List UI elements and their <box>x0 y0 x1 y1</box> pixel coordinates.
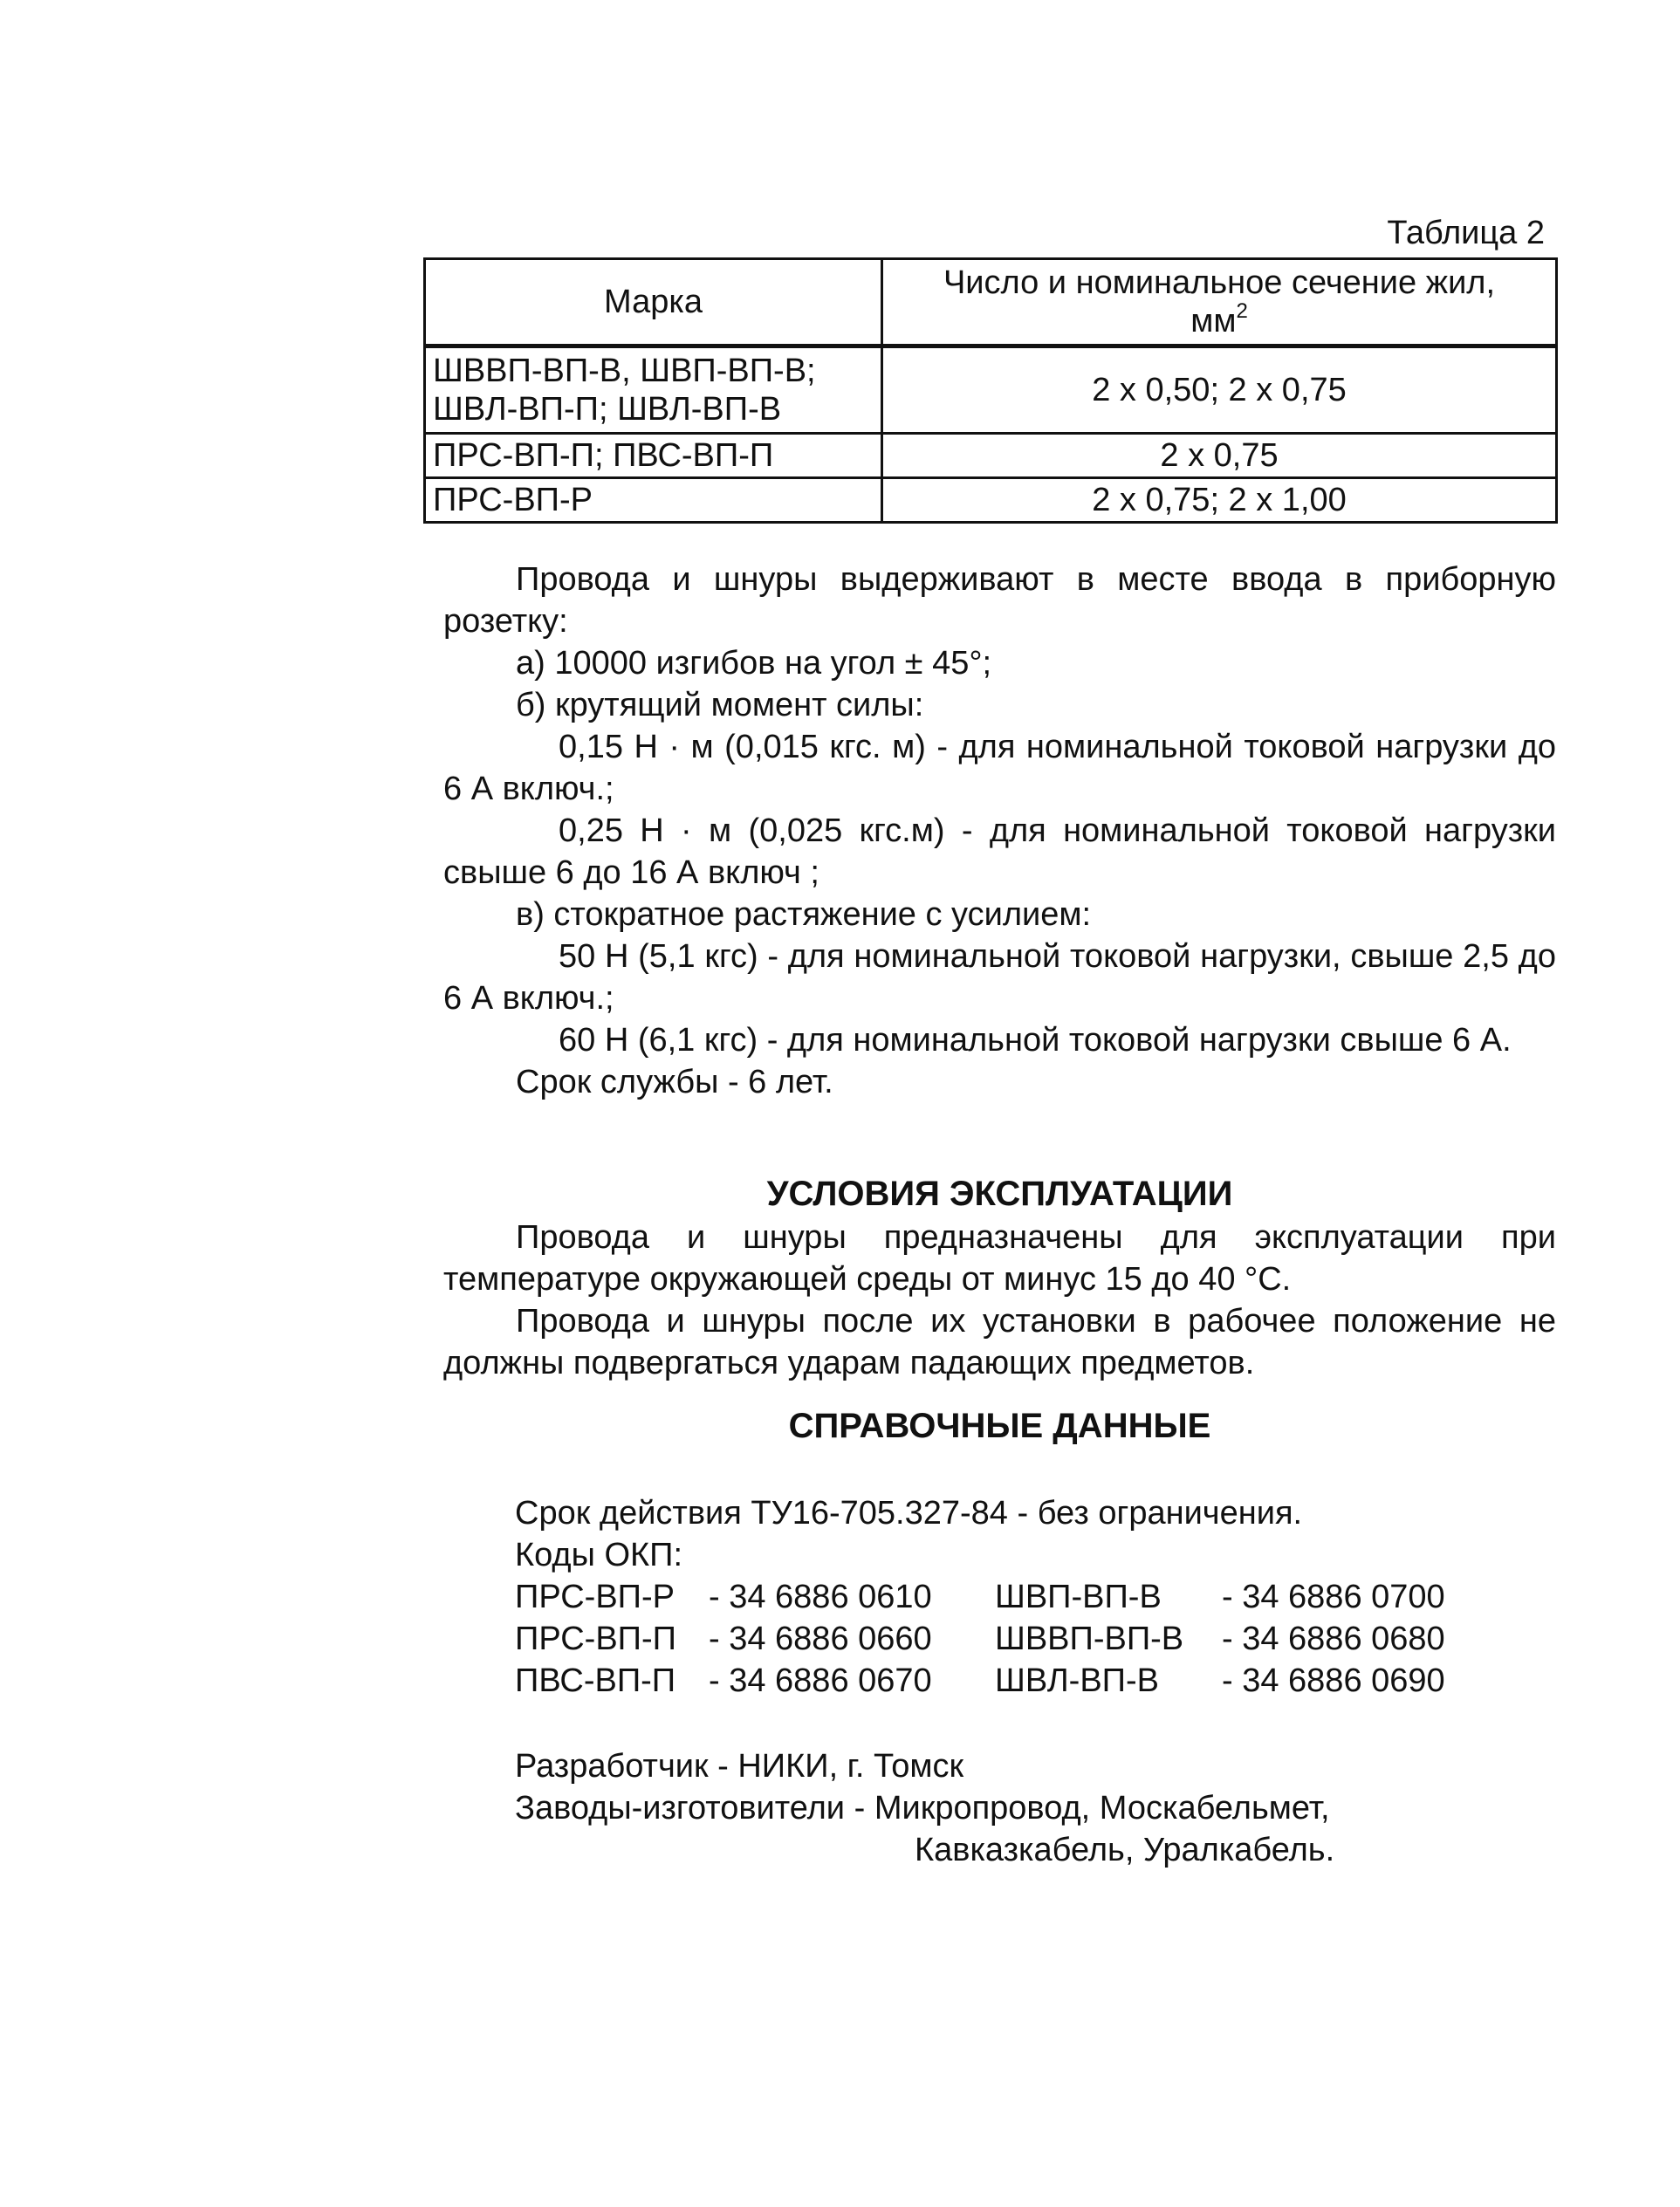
property-item-c1: 50 Н (5,1 кгс) - для номинальной токовой нагрузки, свыше 2,5 до 6 А включ.; <box>443 938 1556 1017</box>
okp-code: - 34 6886 0610 <box>709 1579 932 1615</box>
table-cell-section: 2 х 0,75; 2 х 1,00 <box>882 478 1557 523</box>
operating-paragraph-1: Провода и шнуры предназначены для эксплуатации при температуре окружающей среды от минус 15 до 40 °С. <box>443 1219 1556 1298</box>
property-item-b: б) крутящий момент силы: <box>516 687 924 723</box>
header-cores-section <box>882 259 1557 346</box>
okp-code: - 34 6886 0680 <box>1222 1621 1445 1657</box>
property-item-c: в) стократное растяжение с усилием: <box>516 896 1092 933</box>
okp-code: - 34 6886 0690 <box>1222 1662 1445 1699</box>
operating-conditions-section <box>443 1217 1556 1384</box>
okp-row <box>515 1576 1519 1618</box>
table-row <box>425 478 1557 523</box>
okp-code: - 34 6886 0670 <box>709 1662 932 1699</box>
okp-grade: ПРС-ВП-Р <box>515 1579 675 1615</box>
okp-code: - 34 6886 0700 <box>1222 1579 1445 1615</box>
manufacturers-label: Заводы-изготовители - <box>515 1790 874 1827</box>
header-grade: Марка <box>425 259 882 346</box>
property-item-b2: 0,25 Н · м (0,025 кгс.м) - для номинальной токовой нагрузки свыше 6 до 16 А включ ; <box>443 812 1556 891</box>
table-cell-section: 2 х 0,75 <box>882 434 1557 478</box>
service-life: Срок службы - 6 лет. <box>516 1064 833 1100</box>
table-cell-grade: ПРС-ВП-П; ПВС-ВП-П <box>425 434 882 478</box>
okp-grade: ПРС-ВП-П <box>515 1621 676 1657</box>
developer-block <box>515 1745 1334 1871</box>
table-cell-grade: ПРС-ВП-Р <box>425 478 882 523</box>
okp-grade: ШВП-ВП-В <box>995 1579 1162 1615</box>
property-item-c2: 60 Н (6,1 кгс) - для номинальной токовой нагрузки свыше 6 А. <box>559 1022 1512 1059</box>
okp-grade: ШВЛ-ВП-В <box>995 1662 1159 1699</box>
manufacturers-line <box>515 1787 1334 1829</box>
okp-row <box>515 1660 1519 1702</box>
okp-code: - 34 6886 0660 <box>709 1621 932 1657</box>
okp-grade: ПВС-ВП-П <box>515 1662 676 1699</box>
okp-codes-list <box>515 1576 1519 1702</box>
manufacturers-list-1: Микропровод, Москабельмет, <box>874 1790 1330 1827</box>
reference-validity-block <box>515 1492 1302 1576</box>
operating-conditions-heading: УСЛОВИЯ ЭКСПЛУАТАЦИИ <box>766 1175 1233 1213</box>
table-cell-section: 2 х 0,50; 2 х 0,75 <box>882 346 1557 434</box>
table-row <box>425 346 1557 434</box>
operating-paragraph-2: Провода и шнуры после их установки в рабочее положение не должны подвергаться ударам падающих предметов. <box>443 1303 1556 1381</box>
okp-row <box>515 1618 1519 1660</box>
property-item-a: а) 10000 изгибов на угол ± 45°; <box>516 645 992 682</box>
validity-text: Срок действия ТУ16-705.327-84 - без ограничения. <box>515 1495 1303 1532</box>
properties-intro: Провода и шнуры выдерживают в месте ввода в приборную розетку: <box>443 561 1556 640</box>
header-unit-superscript: 2 <box>1236 299 1248 323</box>
manufacturers-list-2: Кавказкабель, Уралкабель. <box>915 1832 1335 1868</box>
reference-data-heading: СПРАВОЧНЫЕ ДАННЫЕ <box>788 1407 1211 1445</box>
wire-grades-table <box>423 257 1558 524</box>
developer-text: Разработчик - НИКИ, г. Томск <box>515 1748 964 1785</box>
properties-section <box>443 559 1556 1103</box>
table-row <box>425 434 1557 478</box>
table-header-row <box>425 259 1557 346</box>
table-cell-grade: ШВВП-ВП-В, ШВП-ВП-В; ШВЛ-ВП-П; ШВЛ-ВП-В <box>425 346 882 434</box>
table-caption: Таблица 2 <box>1387 215 1545 251</box>
header-unit: мм <box>1190 303 1237 339</box>
okp-label: Коды ОКП: <box>515 1537 683 1573</box>
header-cores-section-label: Число и номинальное сечение жил, <box>943 264 1496 301</box>
okp-grade: ШВВП-ВП-В <box>995 1621 1184 1657</box>
property-item-b1: 0,15 Н · м (0,015 кгс. м) - для номинальной токовой нагрузки до 6 А включ.; <box>443 729 1556 807</box>
